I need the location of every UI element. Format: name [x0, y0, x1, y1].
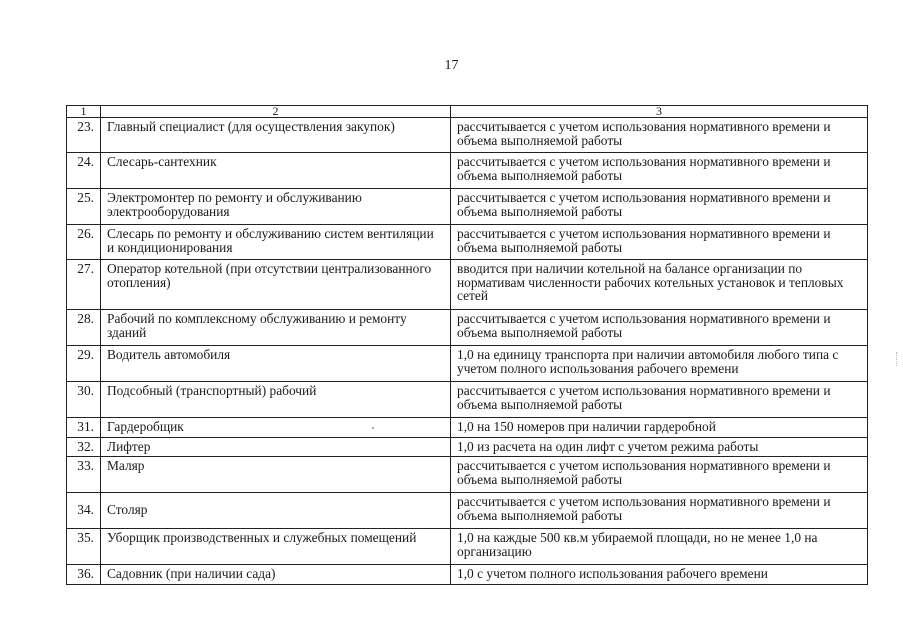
staffing-norm: рассчитывается с учетом использования нормативного времени и объема выполняемой работы: [451, 457, 868, 493]
table-row: [67, 310, 868, 346]
row-number: 28.: [67, 310, 101, 346]
scan-speck: [372, 427, 374, 429]
table-row: [67, 529, 868, 565]
table-row: [67, 118, 868, 153]
position-name: Садовник (при наличии сада): [101, 565, 451, 585]
position-name: Главный специалист (для осуществления закупок): [101, 118, 451, 153]
table-row: [67, 457, 868, 493]
staffing-norm: вводится при наличии котельной на балансе организации по нормативам численности рабочих котельных установок и тепловых сетей: [451, 260, 868, 310]
position-name: Слесарь-сантехник: [101, 153, 451, 189]
position-name: Подсобный (транспортный) рабочий: [101, 382, 451, 418]
position-name: Водитель автомобиля: [101, 346, 451, 382]
row-number: 32.: [67, 438, 101, 457]
row-number: 36.: [67, 565, 101, 585]
table-row: [67, 189, 868, 225]
table-header-row: [67, 106, 868, 118]
position-name: Оператор котельной (при отсутствии централизованного отопления): [101, 260, 451, 310]
position-name: Маляр: [101, 457, 451, 493]
row-number: 30.: [67, 382, 101, 418]
staffing-norm: рассчитывается с учетом использования нормативного времени и объема выполняемой работы: [451, 189, 868, 225]
staffing-norms-table: [66, 105, 868, 585]
position-name: Электромонтер по ремонту и обслуживанию электрооборудования: [101, 189, 451, 225]
row-number: 34.: [67, 493, 101, 529]
table-row: [67, 225, 868, 260]
row-number: 35.: [67, 529, 101, 565]
staffing-norm: 1,0 на каждые 500 кв.м убираемой площади, но не менее 1,0 на организацию: [451, 529, 868, 565]
position-name: Столяр: [101, 493, 451, 529]
position-name: Лифтер: [101, 438, 451, 457]
staffing-norm: 1,0 с учетом полного использования рабочего времени: [451, 565, 868, 585]
column-header-1: 1: [67, 106, 101, 118]
row-number: 33.: [67, 457, 101, 493]
table-row: [67, 346, 868, 382]
staffing-norm: рассчитывается с учетом использования нормативного времени и объема выполняемой работы: [451, 493, 868, 529]
table-row: [67, 153, 868, 189]
staffing-norm: 1,0 из расчета на один лифт с учетом режима работы: [451, 438, 868, 457]
table-row: [67, 382, 868, 418]
row-number: 26.: [67, 225, 101, 260]
table-row: [67, 418, 868, 438]
staffing-norm: рассчитывается с учетом использования нормативного времени и объема выполняемой работы: [451, 310, 868, 346]
position-name: Уборщик производственных и служебных помещений: [101, 529, 451, 565]
page-number: 17: [444, 58, 459, 73]
staffing-norm: рассчитывается с учетом использования нормативного времени и объема выполняемой работы: [451, 382, 868, 418]
staffing-norm: рассчитывается с учетом использования нормативного времени и объема выполняемой работы: [451, 153, 868, 189]
table-row: [67, 438, 868, 457]
staffing-norm: рассчитывается с учетом использования нормативного времени и объема выполняемой работы: [451, 118, 868, 153]
row-number: 27.: [67, 260, 101, 310]
staffing-norm: 1,0 на единицу транспорта при наличии автомобиля любого типа с учетом полного использования рабочего времени: [451, 346, 868, 382]
row-number: 24.: [67, 153, 101, 189]
row-number: 25.: [67, 189, 101, 225]
column-header-3: 3: [451, 106, 868, 118]
row-number: 23.: [67, 118, 101, 153]
table-row: [67, 565, 868, 585]
position-name: Гардеробщик: [101, 418, 451, 438]
position-name: Рабочий по комплексному обслуживанию и ремонту зданий: [101, 310, 451, 346]
table-row: [67, 493, 868, 529]
column-header-2: 2: [101, 106, 451, 118]
row-number: 31.: [67, 418, 101, 438]
staffing-norm: 1,0 на 150 номеров при наличии гардеробной: [451, 418, 868, 438]
staffing-norm: рассчитывается с учетом использования нормативного времени и объема выполняемой работы: [451, 225, 868, 260]
table-row: [67, 260, 868, 310]
row-number: 29.: [67, 346, 101, 382]
position-name: Слесарь по ремонту и обслуживанию систем вентиляции и кондиционирования: [101, 225, 451, 260]
scan-mark: [896, 352, 898, 366]
